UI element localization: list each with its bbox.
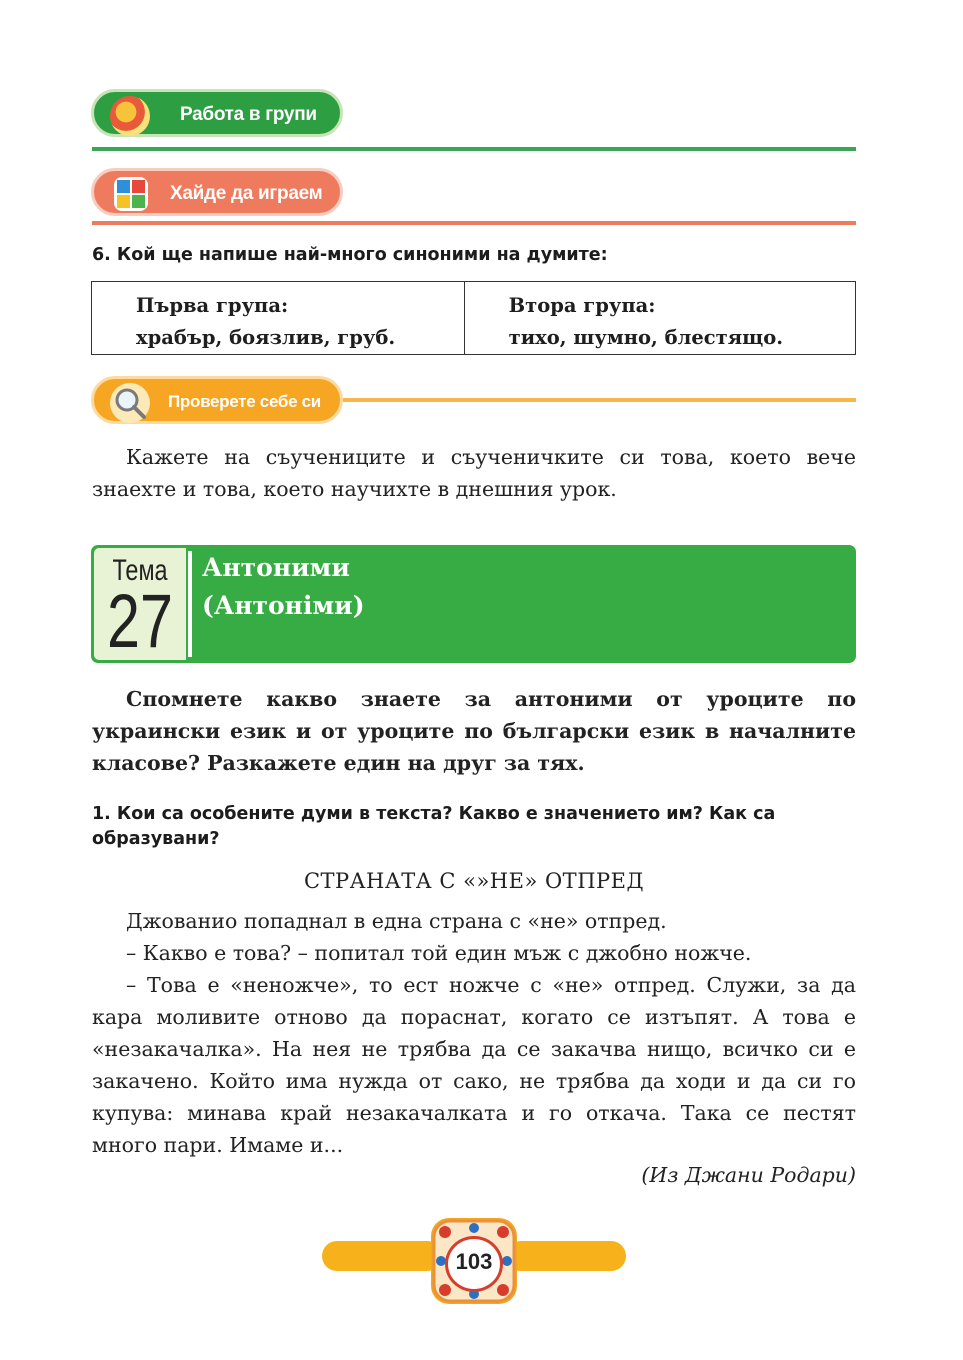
orange-divider: [343, 398, 856, 402]
intro-paragraph: Спомнете какво знаете за антоними от уроците по украински език и от уроците по български език в началните класове? Разкажете един на друг за тях.: [92, 687, 856, 775]
story-title: СТРАНАТА С «»НЕ» ОТПРЕД: [303, 869, 645, 893]
theme-subtitle: (Антоніми): [202, 591, 365, 620]
page-bar-right: [506, 1241, 626, 1271]
magnifier-icon: [110, 383, 150, 423]
lets-play-header: [91, 168, 343, 216]
group-work-header: [91, 89, 343, 137]
group-1-cell: [92, 282, 465, 355]
theme-banner: [91, 545, 856, 663]
theme-number-box: [94, 548, 186, 664]
green-divider: [92, 147, 856, 151]
lets-play-label: Хайде да играем: [170, 183, 323, 204]
check-yourself-text: Кажете на съучениците и съученичките си това, което вече знаехте и това, което научихте в днешния урок.: [92, 445, 856, 501]
theme-separator: [188, 551, 192, 657]
check-yourself-label: Проверете себе си: [168, 392, 321, 411]
story-paragraph-3: – Това е «неножче», то ест ножче с «не» отпред. Служи, за да кара моливите отново да пораснат, когато се изтъпят. А това е «незакачалка». На нея не трябва да се закачва нищо, всичко си е закачено. Който има нужда от сако, не трябва да ходи и да си го купува: минава край незакачалката и го откача. Така се пестят много пари. Имаме и...: [92, 973, 856, 1157]
synonyms-table: [91, 281, 856, 355]
check-yourself-header: [91, 376, 343, 424]
coral-divider: [92, 221, 856, 225]
fruit-icon: [110, 96, 150, 136]
page-number: 103: [455, 1249, 493, 1274]
story-paragraph-2: – Какво е това? – попитал той един мъж с джобно ножче.: [126, 941, 752, 965]
puzzle-icon: [114, 177, 148, 211]
group-2-title: Втора група:: [508, 294, 656, 317]
group-1-words: храбър, боязлив, груб.: [136, 326, 396, 349]
page-bar-left: [322, 1241, 442, 1271]
theme-number: 27: [107, 579, 173, 664]
task-6-title: 6. Кой ще напише най-много синоними на думите:: [92, 245, 608, 265]
task-1-title: 1. Кои са особените думи в текста? Какво е значението им? Как са образувани?: [92, 804, 776, 849]
theme-label: Тема: [112, 554, 168, 587]
story-source: (Из Джани Родари): [641, 1163, 856, 1187]
theme-title: Антоними: [202, 553, 350, 582]
group-2-words: тихо, шумно, блестящо.: [508, 326, 784, 349]
story-paragraph-1: Джованио попаднал в една страна с «не» отпред.: [126, 909, 667, 933]
group-2-cell: [464, 282, 855, 355]
group-1-title: Първа група:: [136, 294, 289, 317]
group-work-label: Работа в групи: [180, 104, 317, 125]
